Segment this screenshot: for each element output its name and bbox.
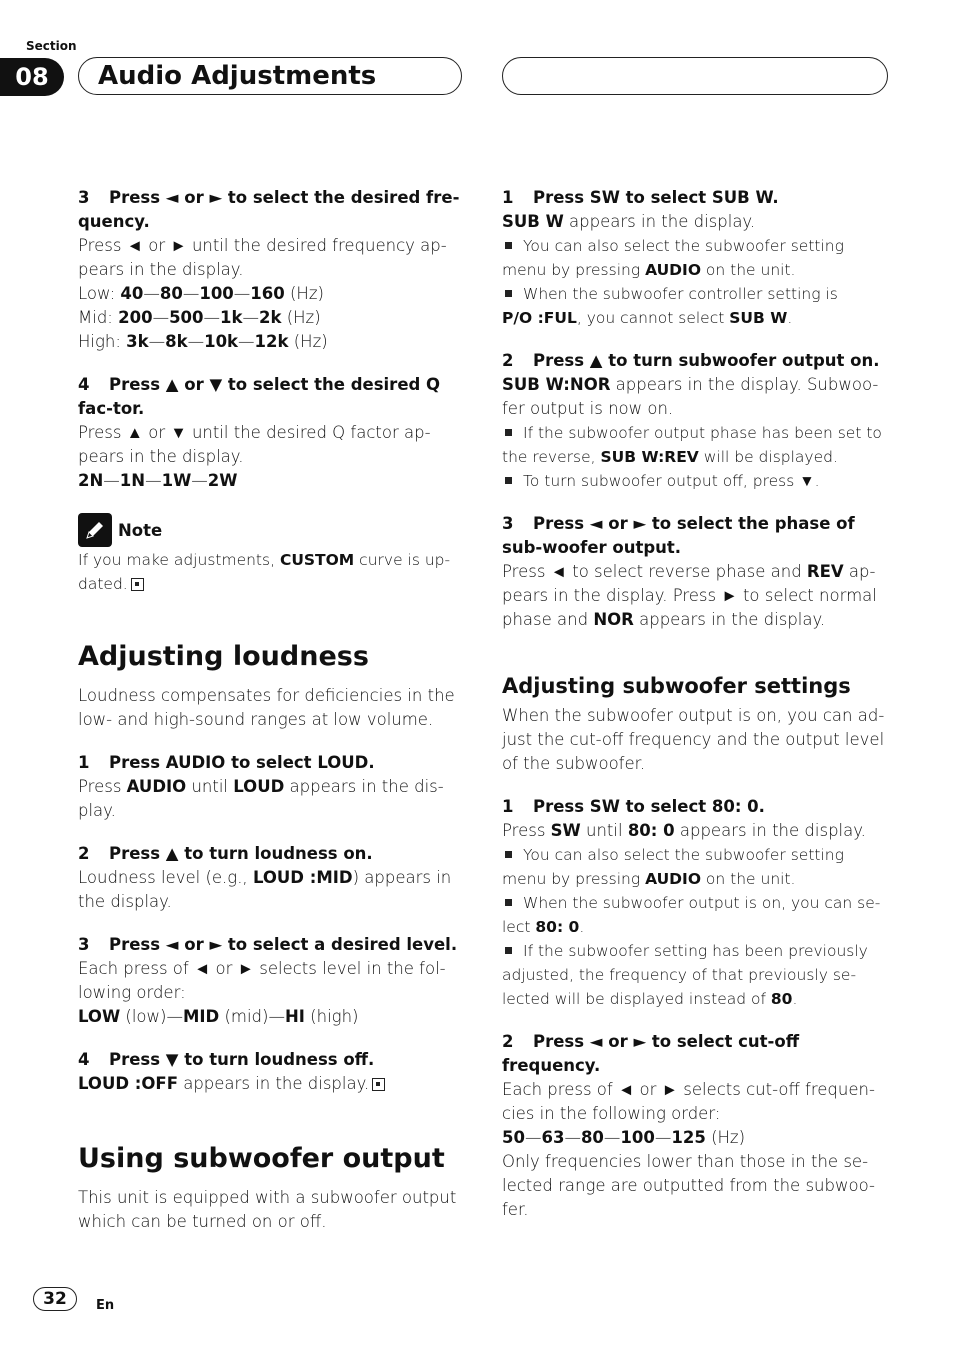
left-column bbox=[78, 186, 462, 1234]
heading-subwoofer-settings: Adjusting subwoofer settings bbox=[502, 674, 851, 698]
heading-using-subwoofer: Using subwoofer output bbox=[78, 1143, 445, 1174]
step-sub-on: 2 Press ▲ to turn subwoofer output on. bbox=[502, 351, 880, 370]
bullet-item: If the subwoofer setting has been previously adjusted, the frequency of that previously se- lected will be displayed instead of 80. bbox=[502, 942, 868, 1008]
page-number: 32 bbox=[33, 1287, 77, 1311]
end-mark-icon bbox=[372, 1078, 385, 1091]
language-label: En bbox=[96, 1298, 115, 1313]
cutoff-order-row: 50—63—80—100—125 (Hz) bbox=[502, 1128, 746, 1147]
right-column bbox=[502, 186, 888, 1222]
step-loud-off: 4 Press ▼ to turn loudness off. bbox=[78, 1050, 375, 1069]
step-loud-level: 3 Press ◄ or ► to select a desired level. bbox=[78, 935, 458, 954]
settings-intro: When the subwoofer output is on, you can ad- just the cut-off frequency and the output level of the subwoofer. bbox=[502, 706, 885, 773]
step-body: SUB W appears in the display. bbox=[502, 212, 756, 231]
page-title: Audio Adjustments bbox=[98, 61, 377, 91]
bullet-item: You can also select the subwoofer setting menu by pressing AUDIO on the unit. bbox=[502, 237, 844, 279]
bullet-item: When the subwoofer output is on, you can se- lect 80: 0. bbox=[502, 894, 881, 936]
step-sub-select: 1 Press SW to select SUB W. bbox=[502, 188, 779, 207]
step-body: Press SW until 80: 0 appears in the display. bbox=[502, 821, 866, 840]
section-number-badge: 08 bbox=[0, 58, 64, 96]
bullet-item: When the subwoofer controller setting is P/O :FUL, you cannot select SUB W. bbox=[502, 285, 838, 327]
note-header bbox=[78, 512, 462, 548]
freq-mid-row: Mid: 200—500—1k—2k (Hz) bbox=[78, 308, 321, 327]
step-body: Press ◄ to select reverse phase and REV ap- pears in the display. Press ► to select normal phase and NOR appears in the display. bbox=[502, 562, 877, 629]
step-select-q-factor: 4 Press ▲ or ▼ to select the desired Q fac-tor. bbox=[78, 375, 441, 418]
step-select-frequency: 3 Press ◄ or ► to select the desired fre-quency. bbox=[78, 188, 460, 231]
bullet-item: If the subwoofer output phase has been set to the reverse, SUB W:REV will be displayed. bbox=[502, 424, 882, 466]
end-mark-icon bbox=[131, 578, 144, 591]
note-text: If you make adjustments, CUSTOM curve is up- dated. bbox=[78, 551, 451, 593]
loudness-intro: Loudness compensates for deficiencies in the low- and high-sound ranges at low volume. bbox=[78, 686, 455, 729]
step-body: LOUD :OFF appears in the display. bbox=[78, 1072, 462, 1096]
header-right-frame bbox=[502, 57, 888, 95]
freq-low-row: Low: 40—80—100—160 (Hz) bbox=[78, 284, 324, 303]
step-body: SUB W:NOR appears in the display. Subwoo- fer output is now on. bbox=[502, 375, 879, 418]
heading-adjusting-loudness: Adjusting loudness bbox=[78, 641, 369, 672]
section-label: Section bbox=[26, 39, 77, 53]
step-body: Loudness level (e.g., LOUD :MID) appears in the display. bbox=[78, 868, 452, 911]
subwoofer-intro: This unit is equipped with a subwoofer output which can be turned on or off. bbox=[78, 1188, 457, 1231]
bullet-item: You can also select the subwoofer setting menu by pressing AUDIO on the unit. bbox=[502, 846, 844, 888]
step-body: Press ◄ or ► until the desired frequency ap- pears in the display. bbox=[78, 236, 447, 279]
step-body: Press ▲ or ▼ until the desired Q factor ap- pears in the display. bbox=[78, 423, 431, 466]
step-body: Press AUDIO until LOUD appears in the dis- play. bbox=[78, 777, 444, 820]
step-sub-80: 1 Press SW to select 80: 0. bbox=[502, 797, 765, 816]
step-loud-select: 1 Press AUDIO to select LOUD. bbox=[78, 753, 375, 772]
bullet-item: To turn subwoofer output off, press ▼. bbox=[502, 469, 888, 493]
step-loud-on: 2 Press ▲ to turn loudness on. bbox=[78, 844, 373, 863]
cutoff-explanation: Only frequencies lower than those in the se- lected range are outputted from the subwoo- fer. bbox=[502, 1152, 875, 1219]
step-cutoff-frequency: 2 Press ◄ or ► to select cut-off frequency. bbox=[502, 1032, 800, 1075]
step-body: Each press of ◄ or ► selects cut-off frequen- cies in the following order: bbox=[502, 1080, 875, 1123]
loudness-order-row: LOW (low)—MID (mid)—HI (high) bbox=[78, 1007, 359, 1026]
pencil-note-icon bbox=[78, 513, 112, 547]
freq-high-row: High: 3k—8k—10k—12k (Hz) bbox=[78, 332, 328, 351]
note-label: Note bbox=[118, 520, 163, 540]
step-sub-phase: 3 Press ◄ or ► to select the phase of sub-woofer output. bbox=[502, 514, 855, 557]
step-body: Each press of ◄ or ► selects level in the fol- lowing order: bbox=[78, 959, 446, 1002]
q-factor-row: 2N—1N—1W—2W bbox=[78, 471, 238, 490]
